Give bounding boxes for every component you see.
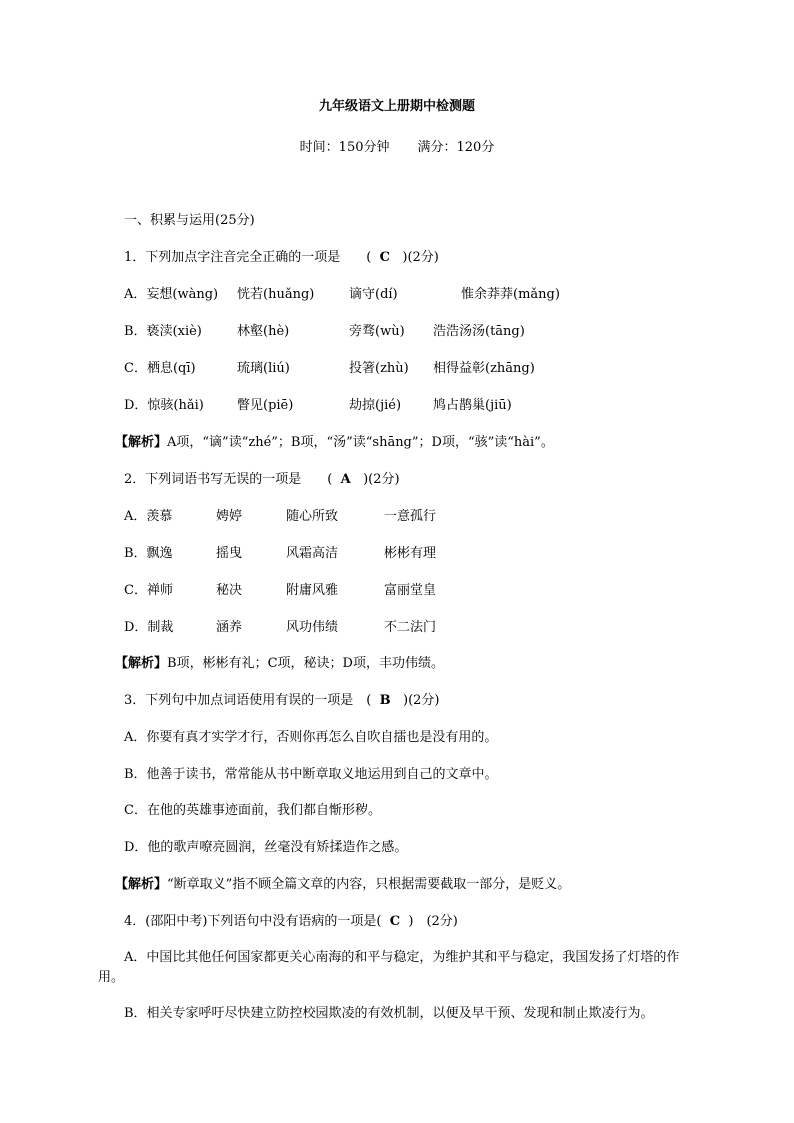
exam-time: 时间：150分钟 (299, 140, 390, 155)
question-1-option-a: A．妄想(wàng) 恍若(huǎng) 谪守(dí) 惟余莽莽(mǎng) (124, 287, 560, 302)
question-2-option-b: B．飘逸 摇曳 风霜高洁 彬彬有理 (124, 546, 437, 561)
question-3-answer: B (379, 693, 391, 708)
question-3-option-d: D．他的歌声嘹亮圆润，丝毫没有矫揉造作之感。 (124, 840, 408, 855)
section-heading: 一、积累与运用(25分) (124, 213, 255, 228)
question-3-stem: 3．下列句中加点词语使用有误的一项是 ( B )(2分) (124, 693, 440, 708)
question-2-stem: 2．下列词语书写无误的一项是 ( A )(2分) (124, 472, 400, 487)
question-3-option-c: C．在他的英雄事迹面前，我们都自惭形秽。 (124, 803, 381, 818)
question-2-option-c: C．禅师 秘决 附庸风雅 富丽堂皇 (124, 583, 437, 598)
question-3-option-a: A．你要有真才实学才行，否则你再怎么自吹自擂也是没有用的。 (124, 730, 498, 745)
question-1-answer: C (379, 250, 390, 265)
question-2-analysis: 【解析】B项，彬彬有礼；C项，秘诀；D项，丰功伟绩。 (115, 656, 444, 671)
question-4-option-a: A．中国比其他任何国家都更关心南海的和平与稳定，为维护其和平与稳定，我国发扬了灯塔的作用。 (98, 950, 680, 985)
question-4-stem: 4．(邵阳中考)下列语句中没有语病的一项是( C ) (2分) (124, 914, 458, 929)
question-3-analysis: 【解析】“断章取义”指不顾全篇文章的内容，只根据需要截取一部分，是贬义。 (115, 877, 571, 892)
exam-score: 满分：120分 (417, 140, 495, 155)
question-1-analysis: 【解析】A项，“谪”读“zhé”；B项，“汤”读“shāng”；D项，“骇”读“hài”。 (115, 435, 554, 450)
question-2-answer: A (340, 472, 351, 487)
question-3-option-b: B．他善于读书，常常能从书中断章取义地运用到自己的文章中。 (124, 767, 498, 782)
document-title: 九年级语文上册期中检测题 (318, 99, 475, 114)
question-4-answer: C (389, 914, 401, 929)
question-2-option-a: A．羡慕 娉婷 随心所致 一意孤行 (124, 509, 437, 524)
exam-meta (0, 140, 794, 156)
question-1-option-b: B．亵渎(xiè) 林壑(hè) 旁骛(wù) 浩浩汤汤(tāng) (124, 324, 525, 339)
question-1-stem: 1．下列加点字注音完全正确的一项是 ( C )(2分) (124, 250, 439, 265)
question-1-option-d: D．惊骇(hǎi) 瞥见(piē) 劫掠(jié) 鸠占鹊巢(jiū) (124, 398, 512, 413)
question-1-option-c: C．栖息(qī) 琉璃(liú) 投箸(zhù) 相得益彰(zhāng) (124, 361, 535, 376)
question-2-option-d: D．制裁 涵养 风功伟绩 不二法门 (124, 620, 437, 635)
question-4-option-b: B．相关专家呼吁尽快建立防控校园欺凌的有效机制，以便及早干预、发现和制止欺凌行为。 (124, 1006, 654, 1021)
